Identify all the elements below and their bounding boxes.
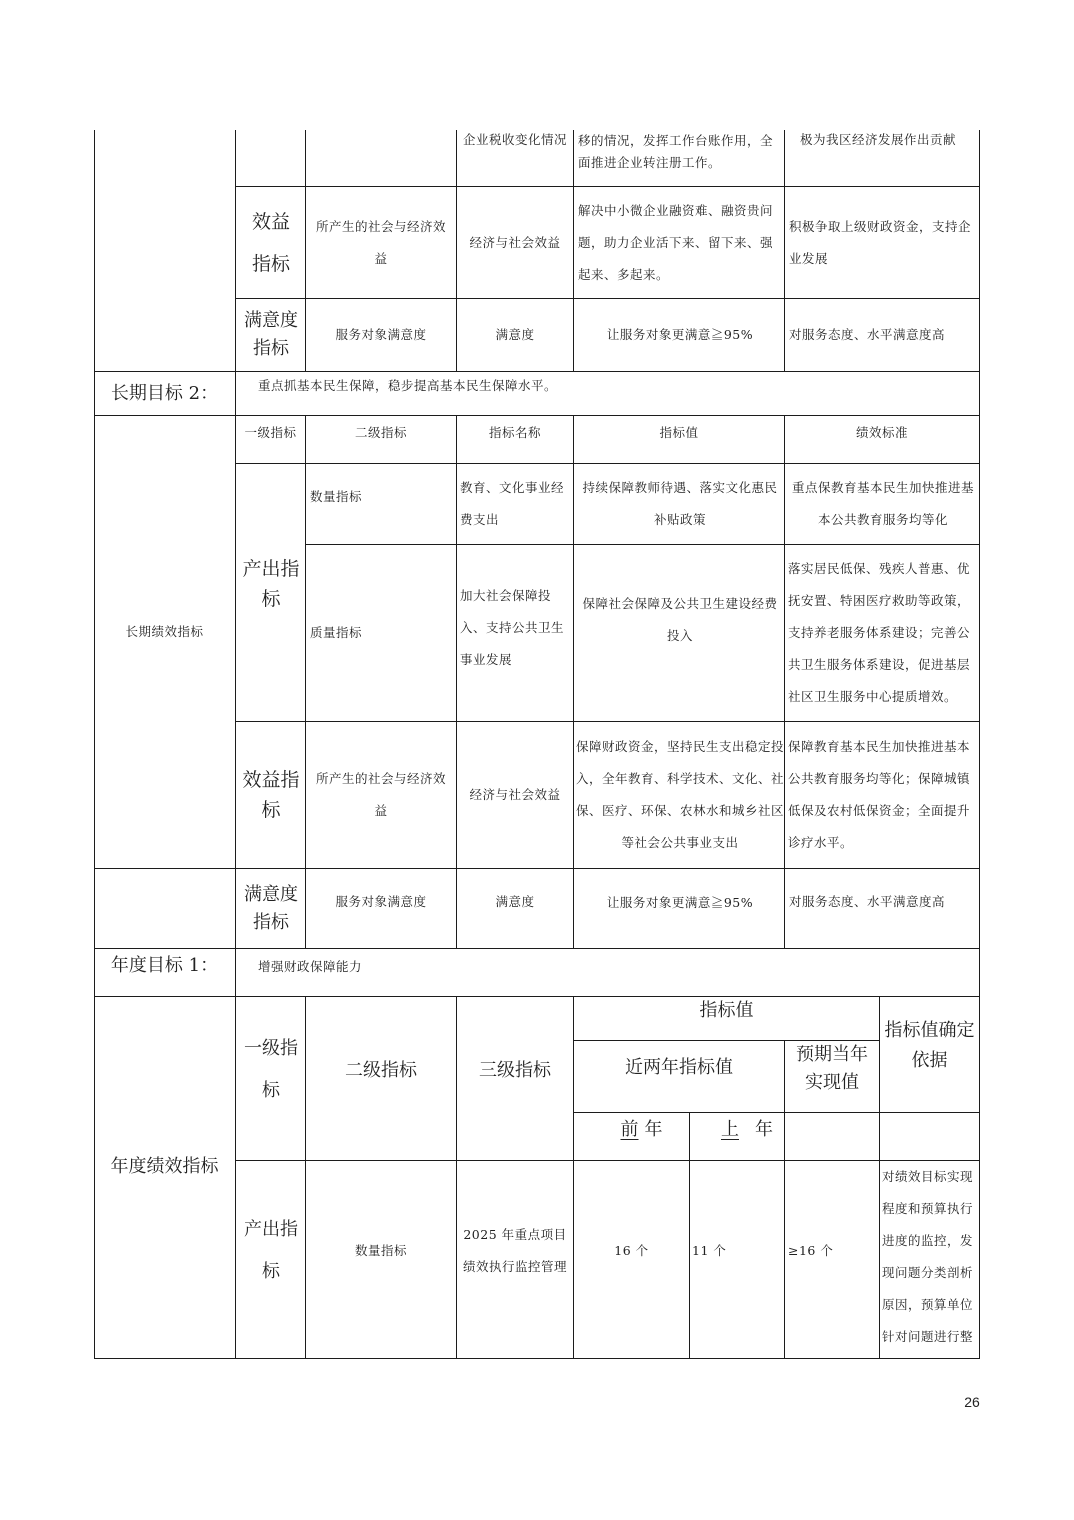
benefit-value: 解决中小微企业融资难、融资贵问题，助力企业活下来、留下来、强起来、多起来。 [578,202,774,282]
annual-row-expected: ≥16 个 [788,1243,834,1258]
long-satisfaction-level1: 满意度指标 [244,883,298,933]
annual-row-prev: 16 个 [614,1243,649,1258]
long-benefit-value: 保障财政资金，坚持民生支出稳定投入，全年教育、科学技术、文化、社保、医疗、环保、农林水和城乡社区等社会公共事业支出 [576,739,785,850]
long-benefit-name: 经济与社会效益 [469,787,561,802]
long-goal-2-label: 长期目标 2： [110,382,219,404]
last-year-suffix: 年 [755,1119,773,1140]
last-year-blank: 上 [721,1119,739,1140]
satisfaction-name: 满意度 [495,327,535,342]
annual-row-level2: 数量指标 [354,1243,407,1258]
long-quality-value: 保障社会保障及公共卫生建设经费投入 [582,596,778,643]
annual-header-level2: 二级指标 [345,1060,417,1081]
long-satisfaction-standard: 对服务态度、水平满意度高 [789,894,946,909]
satisfaction-level1: 满意度指标 [244,310,298,359]
long-quality-level2: 质量指标 [310,625,363,640]
page-number: 26 [964,1394,980,1410]
prev-year-blank: 前 [620,1119,639,1140]
cont-indicator-value: 移的情况，发挥工作台账作用，全面推进企业转注册工作。 [578,133,774,170]
annual-header-prev-year [574,1113,689,1147]
annual-perf-side-label: 年度绩效指标 [110,1156,219,1177]
long-header-level2: 二级指标 [354,425,407,440]
annual-header-recent: 近两年指标值 [625,1057,733,1078]
long-quantity-level2: 数量指标 [310,489,363,504]
benefit-name: 经济与社会效益 [469,234,561,250]
satisfaction-value: 让服务对象更满意≧95% [606,327,754,342]
cont-indicator-name: 企业税收变化情况 [462,132,567,147]
long-quality-standard: 落实居民低保、残疾人普惠、优抚安置、特困医疗救助等政策，支持养老服务体系建设；完善公共卫生服务体系建设，促进基层社区卫生服务中心提质增效。 [788,561,971,704]
annual-header-basis: 指标值确定依据 [884,1020,975,1071]
long-quality-name: 加大社会保障投入、支持公共卫生事业发展 [460,587,565,667]
long-output-label: 产出指标 [242,558,300,610]
benefit-level2: 所产生的社会与经济效益 [315,218,446,266]
long-quantity-name: 教育、文化事业经费支出 [460,480,565,527]
annual-header-level1: 一级指标 [244,1038,298,1101]
long-satisfaction-level2: 服务对象满意度 [335,894,427,909]
long-header-level1: 一级指标 [244,425,297,440]
annual-row-basis: 对绩效目标实现程度和预算执行进度的监控，发现问题分类剖析原因，预算单位针对问题进行整 [882,1169,974,1344]
long-benefit-level2: 所产生的社会与经济效益 [315,771,446,818]
benefit-standard: 积极争取上级财政资金，支持企业发展 [789,218,972,266]
cont-indicator-standard: 极为我区经济发展作出贡献 [800,132,957,147]
annual-goal-1-label: 年度目标 1： [110,955,219,976]
long-header-name: 指标名称 [488,425,541,440]
long-quantity-standard: 重点保教育基本民生加快推进基本公共教育服务均等化 [791,480,974,527]
long-header-value: 指标值 [659,425,699,440]
long-satisfaction-value: 让服务对象更满意≧95% [606,895,754,910]
annual-goal-1-text: 增强财政保障能力 [258,959,363,974]
annual-header-level3: 三级指标 [479,1060,551,1081]
satisfaction-level2: 服务对象满意度 [335,327,427,342]
long-satisfaction-name: 满意度 [495,894,535,909]
satisfaction-standard: 对服务态度、水平满意度高 [789,327,946,342]
long-header-standard: 绩效标准 [855,425,908,440]
annual-row-last: 11 个 [692,1243,727,1258]
annual-header-last-year [690,1113,784,1147]
long-quantity-value: 持续保障教师待遇、落实文化惠民补贴政策 [582,480,778,527]
long-benefit-level1: 效益指标 [242,769,300,821]
long-perf-side-label: 长期绩效指标 [125,624,204,639]
long-goal-2-text: 重点抓基本民生保障，稳步提高基本民生保障水平。 [258,378,558,393]
long-benefit-standard: 保障教育基本民生加快推进基本公共教育服务均等化；保障城镇低保及农村低保资金；全面提升诊疗水平。 [788,739,971,850]
annual-header-value: 指标值 [699,1000,754,1021]
annual-row-level3: 2025 年重点项目绩效执行监控管理 [462,1227,567,1274]
annual-header-expected: 预期当年实现值 [796,1044,868,1093]
annual-row-level1: 产出指标 [244,1219,298,1282]
benefit-level1: 效益指标 [251,210,290,275]
prev-year-suffix: 年 [644,1119,663,1140]
